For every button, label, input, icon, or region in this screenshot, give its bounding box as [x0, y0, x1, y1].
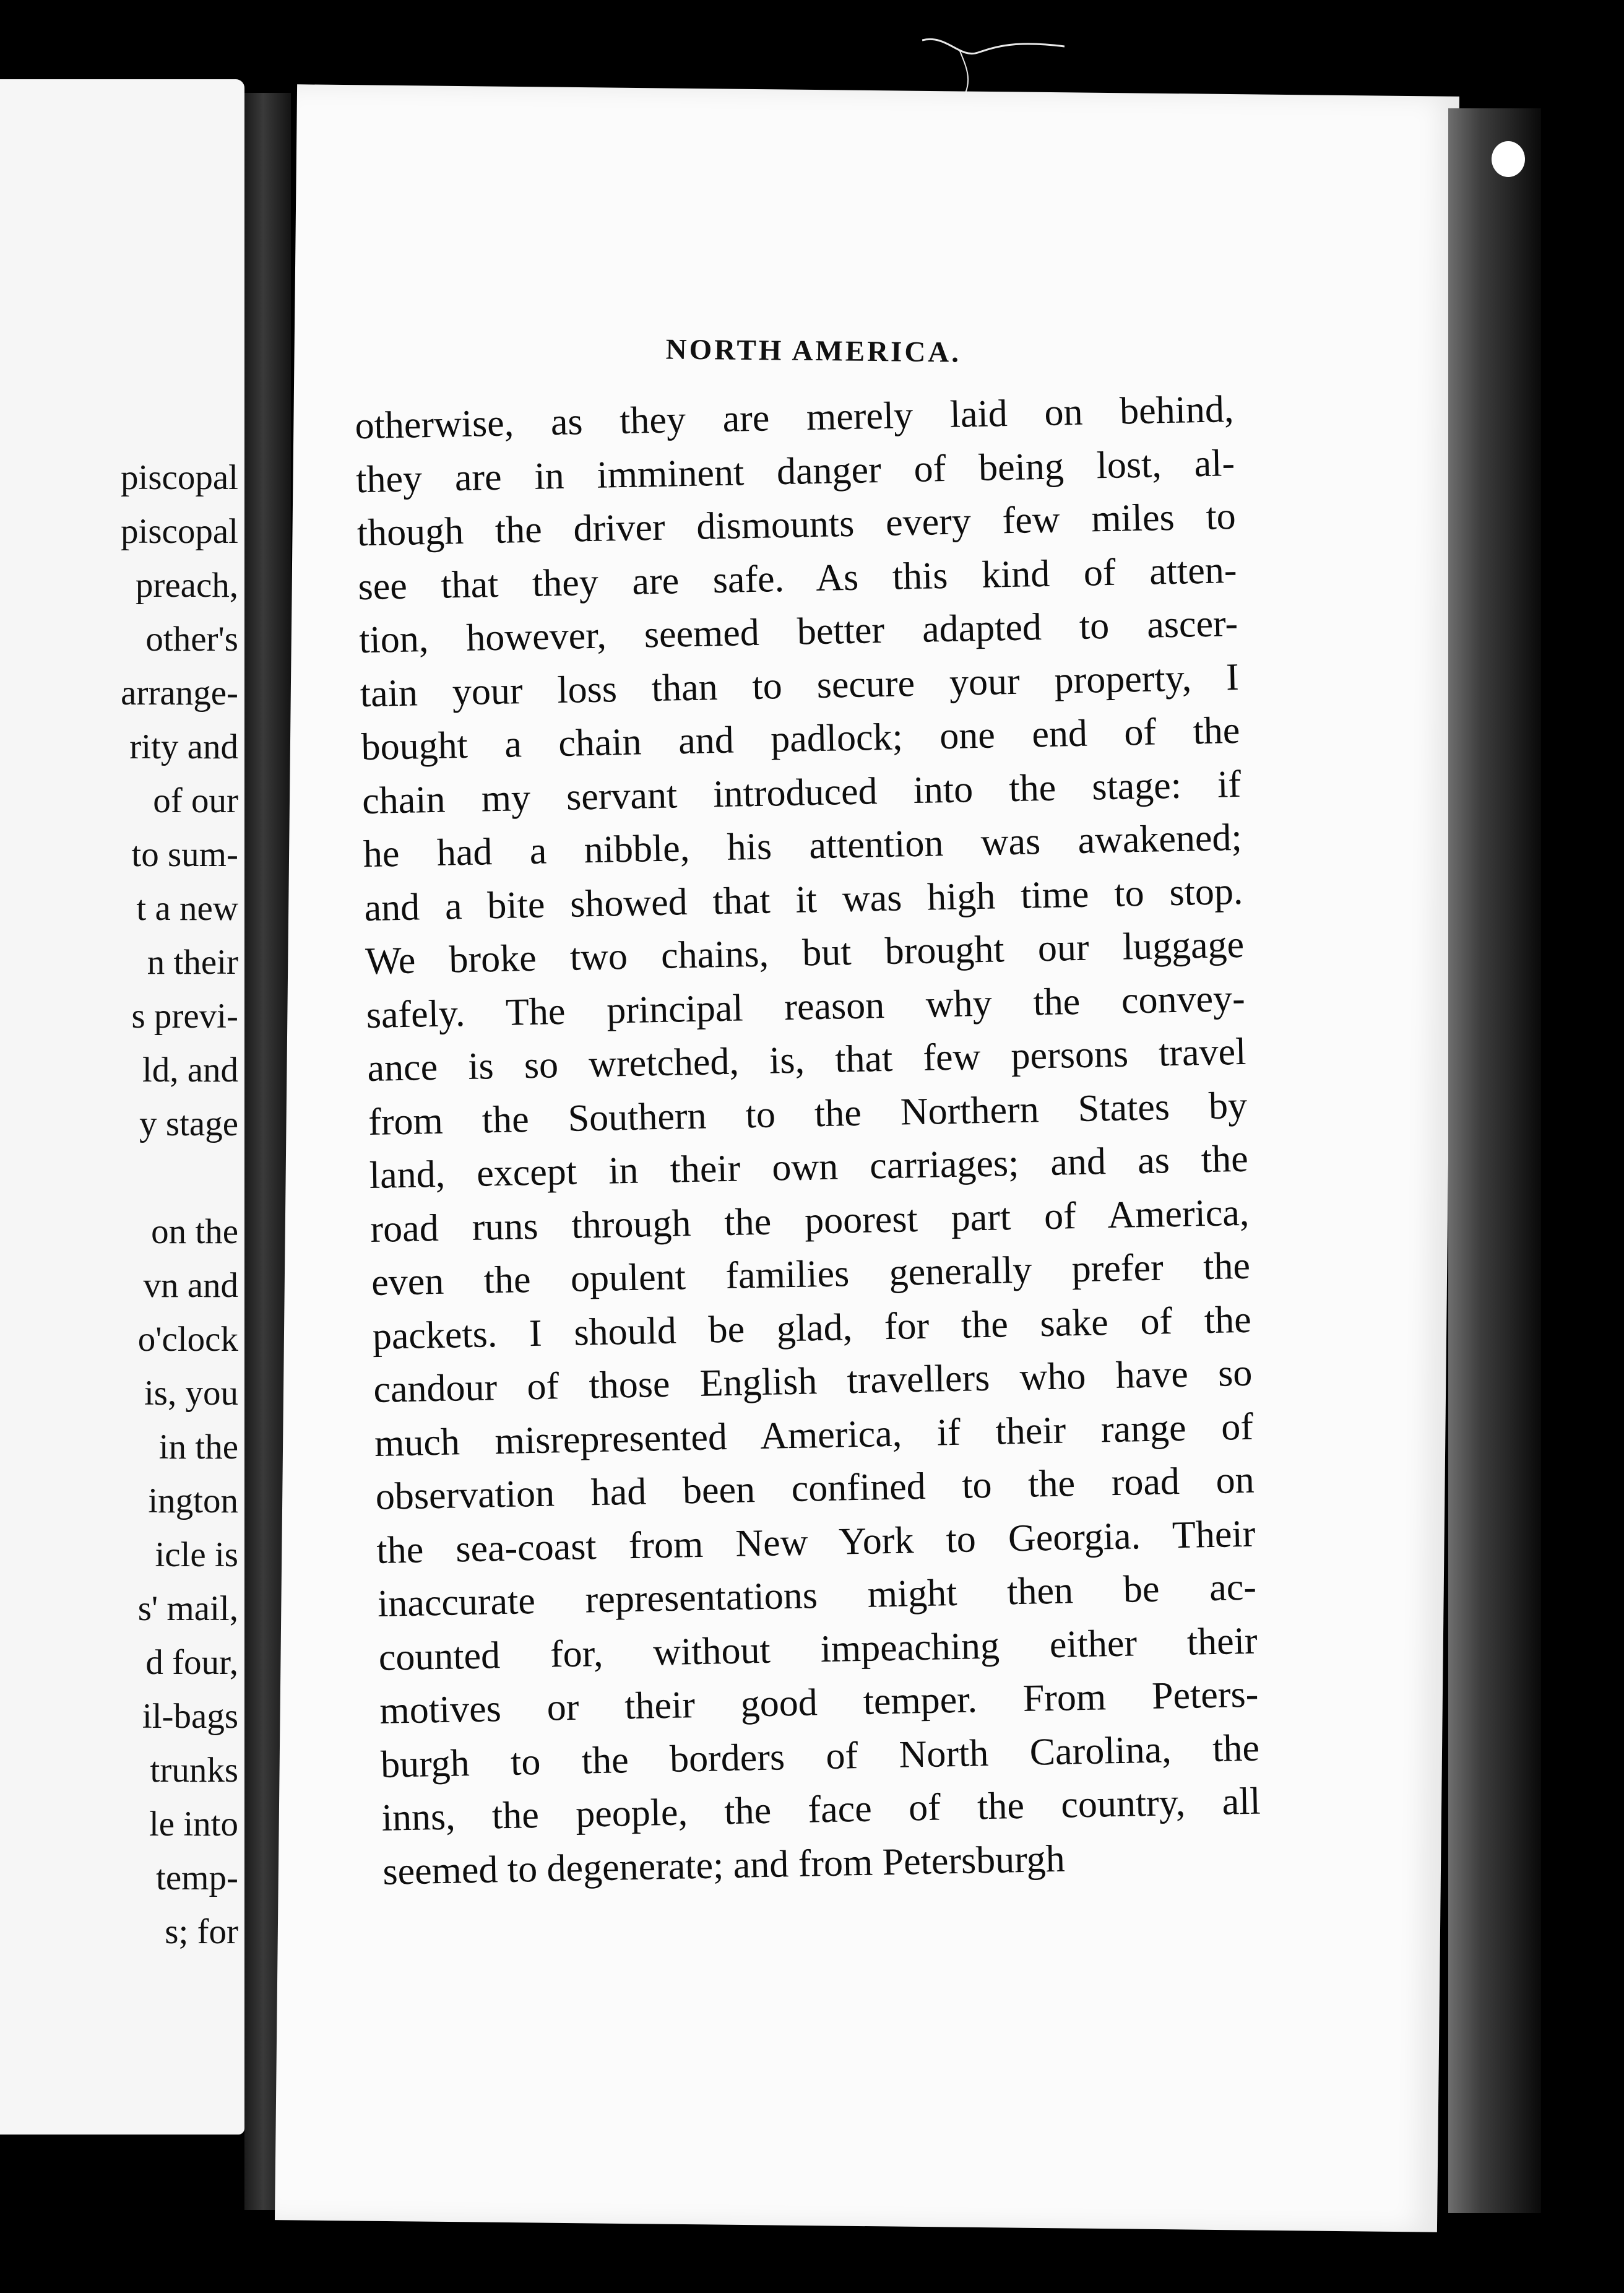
text-line: burgh to the borders of North Carolina, the	[380, 1727, 1260, 1786]
text-line: much misrepresented America, if their range of	[374, 1405, 1254, 1465]
facing-text-line: s previ-	[131, 997, 238, 1036]
facing-text-line: of our	[153, 781, 238, 820]
text-line: packets. I should be glad, for the sake of the	[372, 1298, 1252, 1358]
text-line: even the opulent families generally prefer the	[371, 1244, 1251, 1304]
facing-text-line: s; for	[165, 1912, 238, 1951]
text-line: he had a nibble, his attention was awakened;	[363, 816, 1243, 876]
facing-text-line: temp-	[156, 1858, 238, 1897]
facing-text-line: is, you	[144, 1374, 238, 1413]
text-line: inns, the people, the face of the country, all	[381, 1780, 1261, 1839]
text-line: the sea-coast from New York to Georgia. Their	[376, 1512, 1256, 1572]
facing-text-line: y stage	[139, 1104, 238, 1143]
text-line: We broke two chains, but brought our luggage	[365, 923, 1245, 983]
text-line: from the Southern to the Northern States by	[368, 1084, 1248, 1143]
edge-mark	[1492, 141, 1525, 177]
text-line: land, except in their own carriages; and as the	[369, 1137, 1249, 1197]
facing-text-line: other's	[145, 620, 238, 659]
facing-text-line: s' mail,	[137, 1589, 238, 1628]
facing-text-line: trunks	[150, 1751, 238, 1790]
text-line: ance is so wretched, is, that few persons travel	[366, 1030, 1246, 1090]
facing-text-line: icle is	[155, 1535, 238, 1574]
text-line: and a bite showed that it was high time to stop.	[363, 870, 1243, 929]
text-line: safely. The principal reason why the convey-	[366, 977, 1246, 1036]
running-head-title: NORTH AMERICA.	[665, 333, 962, 369]
text-line: inaccurate representations might then be ac-	[377, 1566, 1257, 1625]
facing-text-line: piscopal	[121, 458, 238, 497]
facing-text-line: piscopal	[121, 512, 238, 551]
facing-text-line: vn and	[143, 1266, 238, 1305]
text-line: counted for, without impeaching either their	[378, 1619, 1258, 1679]
facing-text-line: in the	[158, 1428, 238, 1467]
facing-text-line: to sum-	[131, 835, 238, 874]
text-line: road runs through the poorest part of America,	[369, 1191, 1250, 1251]
text-line: seemed to degenerate; and from Petersburgh	[382, 1837, 1066, 1893]
text-line: bought a chain and padlock; one end of the	[360, 709, 1240, 769]
text-line: observation had been confined to the road on	[375, 1459, 1255, 1518]
text-line: otherwise, as they are merely laid on behind,	[354, 388, 1235, 448]
facing-text-line: d four,	[145, 1643, 238, 1682]
text-line: tion, however, seemed better adapted to ascer-	[358, 602, 1238, 662]
facing-text-line: ington	[148, 1481, 238, 1520]
running-head	[665, 327, 1526, 392]
facing-text-line: t a new	[136, 889, 238, 928]
facing-text-line: ld, and	[142, 1051, 238, 1090]
text-line: candour of those English travellers who have so	[373, 1351, 1253, 1411]
facing-page	[0, 79, 244, 2135]
page-stack-edge	[1448, 108, 1541, 2213]
facing-text-line: arrange-	[121, 674, 238, 713]
text-line: tain your loss than to secure your property, I	[360, 656, 1240, 715]
facing-text-line: il-bags	[142, 1697, 238, 1736]
facing-text-line: rity and	[129, 727, 238, 766]
facing-text-line: n their	[147, 943, 238, 982]
text-line: see that they are safe. As this kind of atten-	[357, 548, 1237, 608]
text-line: they are in imminent danger of being lost, al-	[355, 441, 1235, 501]
stray-thread	[922, 34, 1065, 96]
facing-text-line	[0, 1151, 238, 1205]
text-line: though the driver dismounts every few miles to	[356, 495, 1237, 555]
text-line: motives or their good temper. From Peters-	[379, 1673, 1259, 1732]
text-line: chain my servant introduced into the stage: if	[361, 763, 1242, 822]
facing-text-line: le into	[149, 1805, 238, 1844]
facing-text-line: preach,	[135, 566, 238, 605]
facing-page-text	[0, 451, 238, 1959]
facing-text-line: o'clock	[137, 1320, 238, 1359]
page-body-text	[355, 383, 1262, 1899]
book-page	[275, 84, 1459, 2232]
facing-text-line: on the	[151, 1212, 238, 1251]
